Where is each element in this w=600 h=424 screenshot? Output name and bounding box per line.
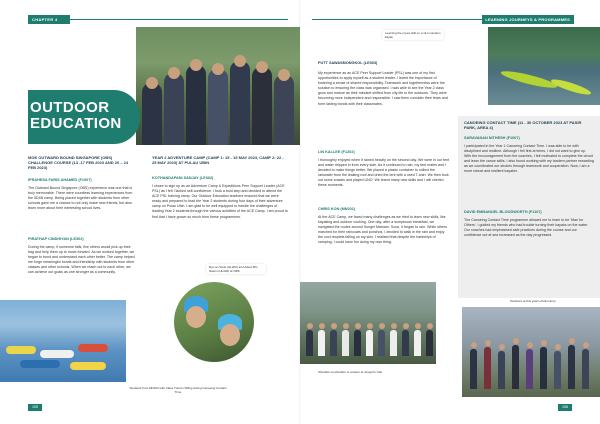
canoe bbox=[6, 346, 36, 354]
group-person bbox=[366, 330, 373, 356]
obs-paragraph-1: The Outward Bound Singapore (OBS) experience was one that is truly memorable. There were countless learning experiences from the 5D4N camp. Being placed together with students from other schools gave me a chance to not only make new friends, but also learn more about their interesting school lives. bbox=[28, 186, 133, 211]
photo-head bbox=[278, 69, 290, 81]
canoeing-paragraph-2: The Canoeing Contact Time programme allowed me to learn to be 'Man for Others'. I guided my friends who had trouble turning their kayaks on the water. Our coaches had emphasised safe practices during the course and our confidence out at sea increased as the day progressed. bbox=[464, 218, 589, 238]
photo-person bbox=[274, 75, 294, 145]
canoeing-person-1: SARAVANAN NITHESH (F1007) bbox=[464, 136, 520, 140]
canoeing-heading: CANOEING CONTACT TIME (11 - 30 OCTOBER 2023 AT PASIR PARK, AREA 4) bbox=[464, 120, 582, 130]
canoeing-paragraph-1: I participated in the Year 1 Canoeing Contact Time. I was able to be with disciplined and resilient. Although I fell first at times, I did not want to give up. With the encouragement from the coaches, I felt motivated to complete the circuit and learn the canoe skills. I also found working with my tandem partner rewarding as we coordinated our strokes through teamwork and cooperation. Now, I am a more robust and resilient kayaker. bbox=[464, 144, 594, 174]
teacher-figure bbox=[470, 349, 477, 389]
photo-person bbox=[208, 69, 228, 145]
photo-head bbox=[146, 77, 158, 89]
chapter-rule bbox=[70, 19, 288, 20]
group-person bbox=[330, 330, 337, 356]
group-person bbox=[390, 330, 397, 356]
group-person bbox=[378, 330, 385, 356]
canoe-photo bbox=[0, 300, 126, 382]
portrait-face bbox=[186, 306, 206, 328]
canoeing-person-2: DAVID EMMANUEL BLOODWORTH (F1107) bbox=[464, 210, 542, 214]
teacher-figure bbox=[526, 349, 533, 389]
page-number-right: 106 bbox=[558, 404, 572, 411]
adventure-person: KOTHANDAPANI SANJAY (LE302) bbox=[152, 176, 214, 180]
kayak-photo bbox=[488, 27, 600, 105]
group-person bbox=[402, 330, 409, 356]
psl-person-1: PUTT SAWASMONGKOL (LE303) bbox=[318, 61, 378, 65]
teachers-photo bbox=[462, 307, 600, 397]
adventure-heading: YEAR 2 ADVENTURE CAMP (CAMP 1: 15 - 19 MAY 2023, CAMP 2: 22 - 25 MAY 2023) AT PULAU UBIN bbox=[152, 155, 284, 165]
teacher-figure bbox=[484, 347, 491, 389]
psl-paragraph-1: My experience as an ACE Peer Support Leader (PSL) was one of my first opportunities to apply myself as a student leader. I learnt the importance of fostering a sense of shared responsibility. Teamwork and togetherness were the solution to ensuring the class was organised. I was able to see the Year 2 class grow and mature as their mindset shifted from city life to the outdoors. They were becoming more independent and responsible. I saw them consider their fears and form lasting bonds with their classmates. bbox=[318, 71, 448, 106]
teacher-figure bbox=[540, 347, 547, 389]
teacher-figure bbox=[568, 345, 575, 389]
kayak-caption: Learning the ropes skill on a sit-in tandem kayak bbox=[382, 30, 444, 40]
page-title bbox=[30, 100, 140, 132]
section-tab: LEARNING JOURNEYS & PROGRAMMES bbox=[482, 15, 574, 24]
photo-person bbox=[186, 65, 206, 145]
students-caption: Students from MN103 with Class Tutors chilling during Canoeing Contact Time bbox=[129, 386, 227, 394]
canoe bbox=[70, 362, 106, 370]
photo-person bbox=[164, 73, 184, 145]
photo-person bbox=[230, 61, 250, 145]
title-line-1: OUTDOOR bbox=[30, 99, 110, 116]
helmet-portrait-photo bbox=[174, 282, 254, 362]
psl-paragraph-2: I thoroughly enjoyed when it rained heavily on the second day. We were in our tent and water dripped in from every side. As it continued to rain, my tent mates and I decided to make things better. We placed a plastic container to collect the rainwater from the leaking roof and dried the tent with a used T-shirt. We then took out some snacks and played UNO. We learnt many new skills and I will cherish these moments. bbox=[318, 158, 450, 188]
psl-person-3: CHRIS KON (MN201) bbox=[318, 207, 356, 211]
canoe bbox=[78, 344, 108, 352]
group-person bbox=[354, 330, 361, 356]
page-number-left: 105 bbox=[28, 404, 42, 411]
photo-head bbox=[190, 59, 202, 71]
group-person bbox=[414, 330, 421, 356]
psl-paragraph-3: At the ACE Camp, we faced many challenges as we tried to learn new skills, like kayaking and outdoor cooking. One day, after a sumptuous breakfast, we navigated the routes around Sungei Mamam. Soon, it began to rain. While others marched for their raincoats and ponchos, I decided to walk in the rain and enjoy the cool droplets falling on my skin. I realised that despite the hardships of camping, I could have fun doing my own thing. bbox=[318, 215, 448, 245]
photo-head bbox=[212, 63, 224, 75]
psl-person-2: LIN KAI-LEE (F1202) bbox=[318, 150, 355, 154]
section-rule bbox=[312, 19, 482, 20]
photo-head bbox=[168, 67, 180, 79]
teachers-caption: Teachers at this year's ACE Camp bbox=[510, 299, 556, 303]
portrait-face bbox=[220, 324, 240, 346]
teacher-figure bbox=[554, 351, 561, 389]
group-person bbox=[318, 330, 325, 356]
adventure-paragraph: I chose to sign up as an Adventure Camp & Expeditions Peer Support Leader (ACE PSL) as I felt I lacked self-confidence. I took a bold step and decided to attend the ACE PSL training camp. Our Outdoor Education teachers ensured that we were ready and prepared to lead the Year 2 students during four days of their adventure camp on Pulau Ubin. I am glad to be well equipped to handle the challenges of leading Year 2 students through the various activities of the ACE Camp. I am proud to find that I have grown so much from these programmes. bbox=[152, 184, 288, 219]
portrait-caption: Ryu an Sook (HL202) and Adam Bin Nasim (HL302) at OBS bbox=[206, 264, 266, 274]
obs-paragraph-2: During the camp, if someone falls, five others would pick up their bag and help them up to move forward. As we worked together, we began to bond and understand each other better. The camp helped me forge meaningful bonds and friendship with students from other classes and other schools. When we reach out to each other, we can achieve our goals as one stronger as a community. bbox=[28, 245, 135, 275]
obs-heading: MOE OUTWARD BOUND SINGAPORE (OBS) CHALLENGE COURSE (13 -17 FEB 2023 AND 20 – 24 FEB 2023) bbox=[28, 155, 129, 170]
canoe bbox=[40, 350, 74, 358]
title-line-2: EDUCATION bbox=[30, 115, 122, 132]
teacher-figure bbox=[512, 345, 519, 389]
teacher-figure bbox=[582, 349, 589, 389]
group-person bbox=[342, 330, 349, 356]
group-shoulder-photo bbox=[300, 282, 436, 364]
shoulder-caption: Shoulder-to-shoulder to answer at Joseph's Call bbox=[318, 370, 382, 374]
obs-person-2: PIRATHAP CINDHIYAN (LE302) bbox=[28, 237, 84, 241]
photo-head bbox=[256, 61, 268, 73]
obs-person-1: IPRAHESA FARIS AHAMED (F1007) bbox=[28, 178, 92, 182]
kayak bbox=[500, 68, 558, 91]
photo-person bbox=[142, 83, 162, 145]
teacher-figure bbox=[498, 351, 505, 389]
canoe bbox=[20, 360, 60, 368]
group-person bbox=[306, 330, 313, 356]
photo-head bbox=[234, 55, 246, 67]
photo-person bbox=[252, 67, 272, 145]
group-person bbox=[426, 330, 433, 356]
group-selfie-photo bbox=[136, 27, 300, 145]
chapter-tab: CHAPTER 4 bbox=[28, 15, 70, 24]
